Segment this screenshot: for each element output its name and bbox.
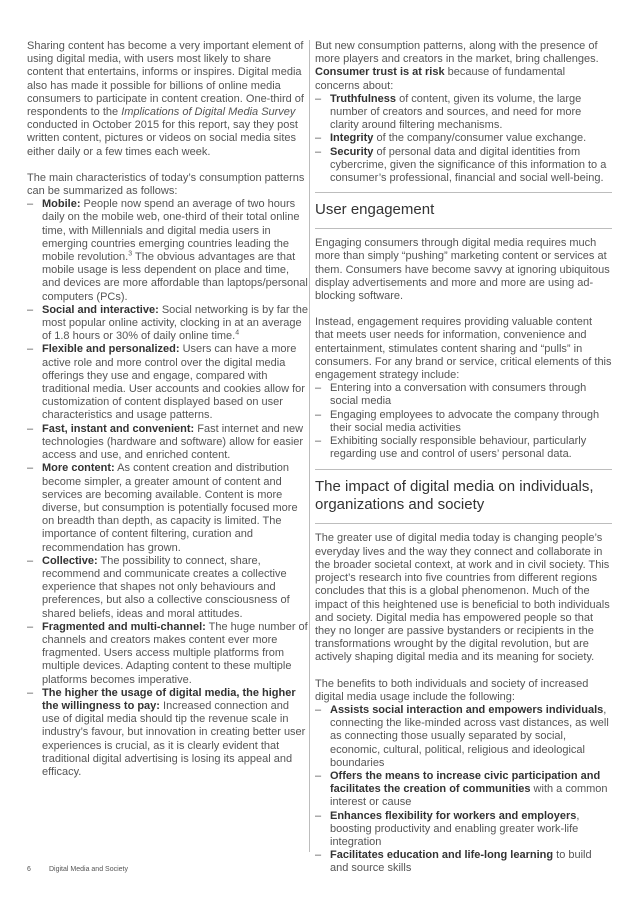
footer-title: Digital Media and Society bbox=[49, 866, 128, 873]
list-item: – The higher the usage of digital media, the higher the willingness to pay: Increased connection and use of digital media should tip the revenue scale in industry’s favour, but innovation in creating better user experiences is crucial, as it is clearly evident that traditional digital advertising is losing its appeal and efficacy. bbox=[27, 687, 308, 779]
intro-paragraph: Sharing content has become a very important element of using digital media, with users most likely to share content that entertains, informs or inspires. Digital media also has made it possible for billions of online media consumers to participate in content creation. One-third of respondents to the Implications of Digital Media Survey conducted in October 2015 for this report, say they post written content, pictures or videos on social media sites either daily or a few times each week. bbox=[27, 40, 304, 158]
list-item: – Engaging employees to advocate the company through their social media activities bbox=[315, 409, 612, 435]
impact-paragraph: The benefits to both individuals and society of increased digital media usage include the following: bbox=[315, 677, 589, 703]
left-column bbox=[27, 40, 308, 779]
engagement-paragraph: Instead, engagement requires providing valuable content that meets user needs for information, convenience and entertainment, stimulates content sharing and “pulls” in consumers. For any brand or service, critical elements of this engagement strategy include: bbox=[315, 316, 612, 382]
list-item: – Assists social interaction and empowers individuals, connecting the like-minded across vast distances, as well as connecting those usually separated by social, economic, cultural, political, religious and ideological boundaries bbox=[315, 704, 612, 770]
list-item: – Social and interactive: Social networking is by far the most popular online activity, clocking in at an average of 1.8 hours or 30% of daily online time.$^4$ bbox=[27, 304, 308, 344]
impact-paragraph: The greater use of digital media today is changing people’s everyday lives and the way they connect and collaborate in the broader societal context, at work and in civil society. This project’s research into five countries from different regions concludes that this is a global phenomenon. Much of the impact of this heightened use is beneficial to both individuals and society. Digital media has empowered people so that they no longer are passive bystanders or recipients in the transformations wrought by the digital revolution, but are actively shaping digital media and its meaning for society. bbox=[315, 532, 610, 664]
engagement-paragraph: Engaging consumers through digital media requires much more than simply “pushing” marketing content or services at them. Consumers have become savvy at ignoring ubiquitous display advertisements and more and more are using ad-blocking software. bbox=[315, 237, 610, 303]
right-column bbox=[315, 40, 612, 876]
section-divider bbox=[315, 523, 612, 524]
page-footer bbox=[27, 866, 128, 873]
list-item: – Fragmented and multi-channel: The huge number of channels and creators makes content ever more fragmented. Users access multiple platforms from multiple devices. Adapting content to these multiple platforms becomes imperative. bbox=[27, 621, 308, 687]
list-item: – Mobile: People now spend an average of two hours daily on the mobile web, one-third of their total online time, with Millennials and digital media users in emerging countries emerging countries leading the mobile revolution.$^3$ The obvious advantages are that mobile usage is less dependent on place and time, and devices are more affordable than laptops/personal computers (PCs). bbox=[27, 198, 308, 304]
list-item: – Facilitates education and life-long learning to build and source skills bbox=[315, 849, 612, 875]
trust-paragraph: But new consumption patterns, along with the presence of more players and creators in the market, bring challenges. Consumer trust is at risk because of fundamental concerns about: bbox=[315, 40, 599, 92]
list-item: – Fast, instant and convenient: Fast internet and new technologies (hardware and software) allow for easier access and use, and enriched content. bbox=[27, 423, 308, 463]
list-item: – Offers the means to increase civic participation and facilitates the creation of communities with a common interest or cause bbox=[315, 770, 612, 810]
section-divider bbox=[315, 192, 612, 193]
list-item: – Exhibiting socially responsible behaviour, particularly regarding use and control of users’ personal data. bbox=[315, 435, 612, 461]
list-item: – Entering into a conversation with consumers through social media bbox=[315, 382, 612, 408]
section-divider bbox=[315, 469, 612, 470]
list-item: – Integrity of the company/consumer value exchange. bbox=[315, 132, 612, 145]
engagement-list bbox=[315, 382, 612, 461]
section-divider bbox=[315, 228, 612, 229]
survey-title: Implications of Digital Media Survey bbox=[121, 106, 296, 119]
characteristics-list bbox=[27, 198, 308, 779]
impact-heading: The impact of digital media on individuals, organizations and society bbox=[315, 478, 594, 514]
trust-list bbox=[315, 93, 612, 185]
list-item: – More content: As content creation and distribution become simpler, a greater amount of content and services are becoming available. Content is more diverse, but consumption is potentially focused more on breadth than depth, as capacity is limited. The importance of content filtering, curation and recommendation has grown. bbox=[27, 462, 308, 554]
column-divider bbox=[309, 40, 310, 852]
list-item: – Collective: The possibility to connect, share, recommend and communicate creates a collective experience that shapes not only behaviours and preferences, but also a collective consciousness of shared beliefs, ideas and moral attitudes. bbox=[27, 555, 308, 621]
user-engagement-heading: User engagement bbox=[315, 201, 435, 219]
list-item: – Enhances flexibility for workers and employers, boosting productivity and enabling greater work-life integration bbox=[315, 810, 612, 850]
benefits-list bbox=[315, 704, 612, 876]
page-number: 6 bbox=[27, 866, 31, 873]
list-item: – Flexible and personalized: Users can have a more active role and more control over the digital media offerings they use and engage, compared with traditional media. User accounts and cookies allow for customization of content displayed based on user characteristics and usage patterns. bbox=[27, 343, 308, 422]
list-item: – Security of personal data and digital identities from cybercrime, given the significance of this information to a consumer’s professional, financial and social well-being. bbox=[315, 146, 612, 186]
list-item: – Truthfulness of content, given its volume, the large number of creators and sources, and need for more clarity around filtering mechanisms. bbox=[315, 93, 612, 133]
characteristics-intro: The main characteristics of today’s consumption patterns can be summarized as follows: bbox=[27, 171, 305, 198]
